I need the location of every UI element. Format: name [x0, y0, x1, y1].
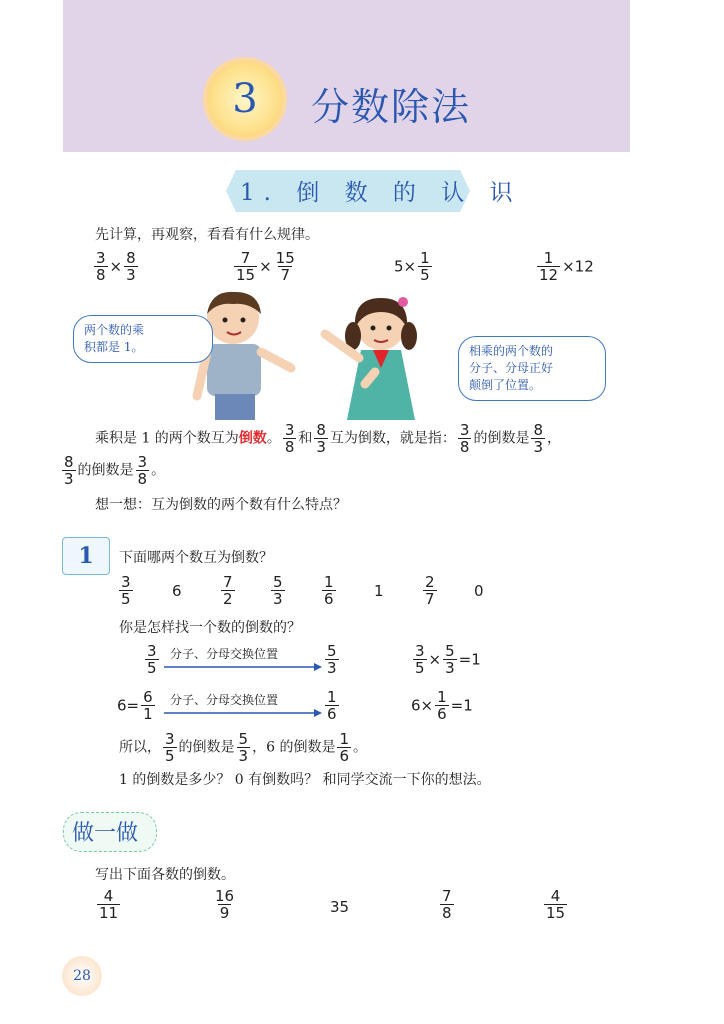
example-item-6: 1 [374, 582, 384, 600]
row2-from: 6= $\frac{6}{1}$ [117, 688, 153, 723]
example-item-4: $\frac{5}{3}$ [273, 573, 283, 608]
speech-bubble-right: 相乘的两个数的 分子、分母正好 颠倒了位置。 [458, 336, 606, 401]
definition-line-2: $\frac{8}{3}$ 的倒数是 $\frac{3}{8}$ 。 [64, 453, 166, 488]
chapter-number-badge [207, 61, 283, 137]
row1-from: $\frac{3}{5}$ [147, 642, 157, 677]
example-item-5: $\frac{1}{6}$ [324, 573, 334, 608]
try-item-1: $\frac{4}{11}$ [99, 887, 119, 922]
conclusion: 所以， $\frac{3}{5}$ 的倒数是 $\frac{5}{3}$ ，6 的倒数是 $\frac{1}{6}$ 。 [119, 730, 367, 765]
try-item-5: $\frac{4}{15}$ [546, 887, 566, 922]
intro-instruction: 先计算，再观察，看看有什么规律。 [95, 227, 319, 243]
example-question: 下面哪两个数互为倒数？ [119, 550, 273, 566]
row1-to: $\frac{5}{3}$ [327, 642, 337, 677]
chapter-title: 分数除法 [311, 85, 472, 129]
example-number-badge: 1 [62, 537, 110, 575]
speech-bubble-left: 两个数的乘 积都是 1。 [73, 315, 213, 363]
children-illustration [185, 288, 435, 420]
row1-check: $\frac{3}{5}$ × $\frac{5}{3}$ =1 [415, 642, 481, 677]
how-question: 你是怎样找一个数的倒数的？ [119, 620, 301, 636]
try-item-4: $\frac{7}{8}$ [442, 887, 452, 922]
try-it-title: 做一做 [72, 821, 139, 846]
try-it-instruction: 写出下面各数的倒数。 [95, 867, 235, 883]
row2-to: $\frac{1}{6}$ [327, 688, 337, 723]
try-item-2: $\frac{16}{9}$ [215, 887, 235, 922]
term-highlight: 倒数 [238, 430, 267, 447]
calc-item-2: $\frac{7}{15}$ × $\frac{15}{7}$ [236, 249, 295, 284]
page-number-badge: 28 [62, 956, 102, 996]
row1-arrow [164, 662, 322, 672]
row2-arrow [164, 708, 322, 718]
row2-check: 6× $\frac{1}{6}$ =1 [411, 688, 473, 723]
calc-item-3: 5× $\frac{1}{5}$ [394, 249, 430, 284]
calc-item-4: $\frac{1}{12}$ ×12 [539, 249, 594, 284]
try-item-3: 35 [330, 898, 350, 916]
example-item-3: $\frac{7}{2}$ [223, 573, 233, 608]
girl-figure [325, 297, 417, 420]
example-item-2: 6 [172, 582, 182, 600]
example-item-1: $\frac{3}{5}$ [121, 573, 131, 608]
example-item-7: $\frac{2}{7}$ [425, 573, 435, 608]
example-item-8: 0 [474, 582, 484, 600]
think-question: 想一想：互为倒数的两个数有什么特点？ [95, 497, 347, 513]
definition-line-1: 乘积是 1 的两个数互为倒数。 $\frac{3}{8}$ 和 $\frac{8}{3}$ 互为倒数，就是指： $\frac{3}{8}$ 的倒数是 $\frac{8}{3}$ ， [95, 421, 561, 456]
boy-figure [197, 292, 291, 420]
calc-item-1: $\frac{3}{8}$ × $\frac{8}{3}$ [96, 249, 136, 284]
chapter-number: 3 [232, 76, 258, 122]
discuss-prompt: 1 的倒数是多少？ 0 有倒数吗？ 和同学交流一下你的想法。 [119, 772, 491, 788]
section-title: 1. 倒 数 的 认 识 [240, 180, 522, 206]
row2-arrow-label: 分子、分母交换位置 [170, 693, 279, 707]
row1-arrow-label: 分子、分母交换位置 [170, 647, 279, 661]
